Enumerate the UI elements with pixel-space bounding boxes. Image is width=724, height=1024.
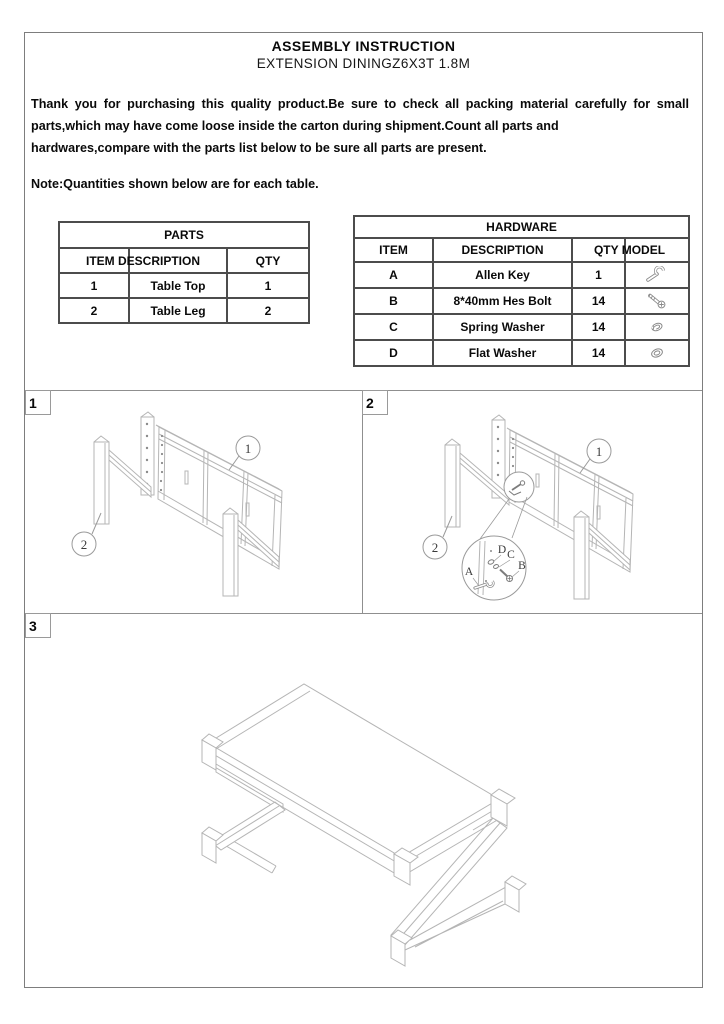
hardware-row-a — [355, 261, 688, 287]
intro-line-2: parts,which may have come loose inside the carton during shipment.Count all parts and — [31, 119, 559, 133]
note-line: Note:Quantities shown below are for each table. — [31, 177, 319, 191]
detail-label-d: D — [497, 544, 507, 556]
parts-row-2 — [60, 297, 308, 322]
step3-diagram — [25, 614, 702, 987]
parts-table-header-row — [60, 247, 308, 272]
flat-washer-icon — [642, 344, 672, 362]
detail-label-a: A — [464, 566, 474, 578]
hardware-rowC-item: C — [389, 320, 398, 334]
parts-col-description — [128, 249, 226, 272]
parts-row1-item: 1 — [90, 278, 98, 293]
parts-row1-qty: 1 — [226, 274, 308, 297]
step2-callout1-label: 1 — [595, 444, 603, 459]
hardware-rowA-qty: 1 — [571, 263, 624, 287]
page-border — [24, 32, 703, 988]
hardware-rowB-item: B — [389, 294, 398, 308]
step2-hardware-detail-circle — [462, 536, 526, 600]
allen-key-icon — [642, 266, 672, 284]
hardware-table-header-row — [355, 237, 688, 261]
parts-row2-qty: 2 — [226, 299, 308, 322]
hardware-qty-model-header: QTY MODEL — [593, 243, 666, 257]
hardware-row-b — [355, 287, 688, 313]
hardware-rowD-qty: 14 — [571, 341, 624, 365]
step2-callout2-label: 2 — [431, 540, 439, 555]
detail-label-b: B — [518, 560, 526, 572]
step-panels — [25, 390, 702, 987]
hardware-col-item: ITEM — [379, 243, 408, 257]
page-subtitle: EXTENSION DININGZ6X3T 1.8M — [256, 56, 471, 71]
hardware-rowB-description: 8*40mm Hes Bolt — [432, 289, 571, 313]
hardware-col-description: DESCRIPTION — [432, 239, 571, 261]
hardware-table-title: HARDWARE — [486, 220, 557, 234]
hardware-rowD-model — [624, 341, 688, 365]
step1-diagram — [25, 391, 362, 613]
parts-table-title-row — [60, 223, 308, 247]
step1-callout2-label: 2 — [80, 537, 88, 552]
parts-table-title: PARTS — [164, 228, 204, 242]
hardware-col-qty — [571, 239, 624, 261]
step3-number: 3 — [29, 618, 37, 634]
detail-label-c: C — [507, 549, 515, 561]
hardware-rowD-description: Flat Washer — [432, 341, 571, 365]
page-title: ASSEMBLY INSTRUCTION — [271, 38, 456, 54]
intro-line-3: hardwares,compare with the parts list below to be sure all parts are present. — [31, 141, 487, 155]
parts-item-description-header: ITEM DESCRIPTION — [85, 253, 200, 268]
hardware-rowA-description: Allen Key — [432, 263, 571, 287]
hes-bolt-icon — [642, 292, 672, 310]
intro-paragraph — [31, 93, 689, 159]
parts-table — [58, 221, 310, 324]
spring-washer-icon — [642, 318, 672, 336]
hardware-col-model — [624, 239, 688, 261]
hardware-rowB-model — [624, 289, 688, 313]
step1-number: 1 — [29, 395, 37, 411]
hardware-rowC-qty: 14 — [571, 315, 624, 339]
hardware-rowC-model — [624, 315, 688, 339]
step1-callout1-label: 1 — [244, 441, 252, 456]
hardware-rowB-qty: 14 — [571, 289, 624, 313]
hardware-table-title-row — [355, 217, 688, 237]
intro-line-1: Thank you for purchasing this quality product.Be sure to check all packing material carefully for small — [31, 97, 689, 111]
hardware-row-c — [355, 313, 688, 339]
step2-number: 2 — [366, 395, 374, 411]
parts-row-1 — [60, 272, 308, 297]
parts-row1-description: Table Top — [128, 274, 226, 297]
parts-col-item — [60, 249, 128, 272]
hardware-rowC-description: Spring Washer — [432, 315, 571, 339]
hardware-rowD-item: D — [389, 346, 398, 360]
hardware-rowA-item: A — [389, 268, 398, 282]
parts-row2-item: 2 — [90, 303, 98, 318]
hardware-table — [353, 215, 690, 367]
step2-diagram — [363, 391, 702, 613]
parts-col-qty: QTY — [226, 249, 308, 272]
parts-row2-description: Table Leg — [128, 299, 226, 322]
hardware-rowA-model — [624, 263, 688, 287]
hardware-row-d — [355, 339, 688, 365]
